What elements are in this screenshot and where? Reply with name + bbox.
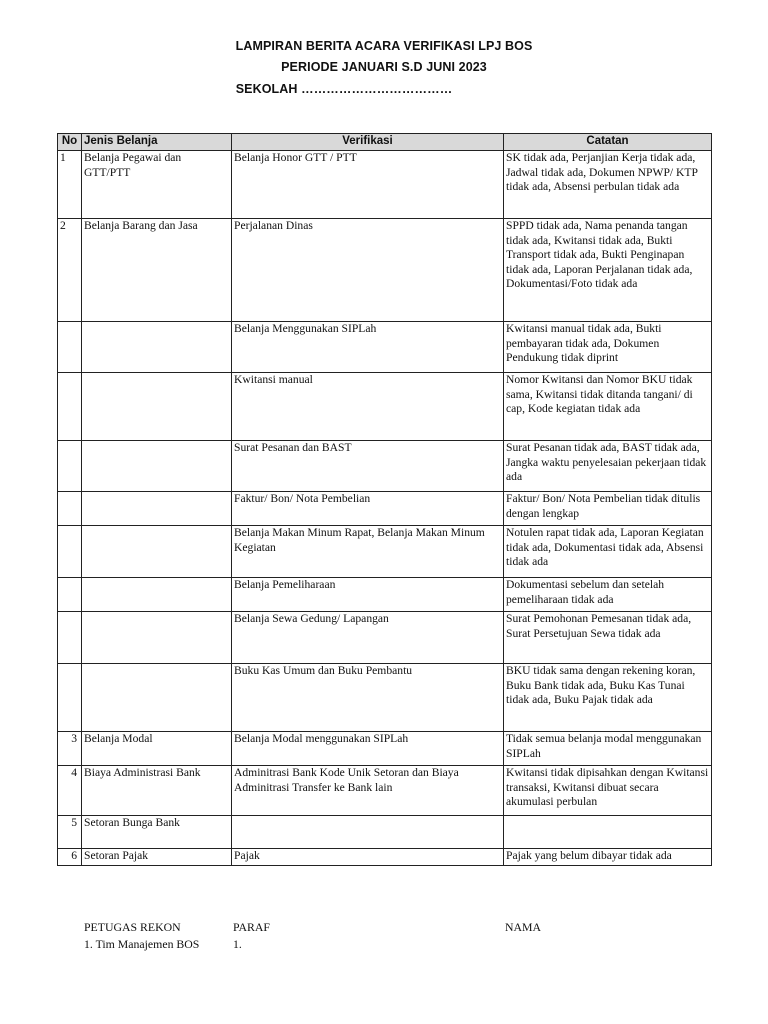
- cell-catatan: SK tidak ada, Perjanjian Kerja tidak ada, Jadwal tidak ada, Dokumen NPWP/ KTP tidak ada, Absensi perbulan tidak ada: [504, 151, 712, 219]
- table-row: [58, 373, 712, 441]
- table-row: [58, 492, 712, 526]
- verification-table: [57, 133, 712, 866]
- table-row: [58, 766, 712, 816]
- cell-jenis: [82, 492, 232, 526]
- footer-paraf-heading: PARAF: [233, 920, 270, 934]
- col-header-jenis: Jenis Belanja: [82, 134, 232, 151]
- cell-jenis: [82, 578, 232, 612]
- cell-verifikasi: Belanja Menggunakan SIPLah: [232, 322, 504, 373]
- cell-no: 1: [58, 151, 82, 219]
- table-row: [58, 526, 712, 578]
- cell-no: [58, 526, 82, 578]
- table-row: [58, 664, 712, 732]
- cell-jenis: [82, 373, 232, 441]
- cell-no: [58, 578, 82, 612]
- table-row: [58, 151, 712, 219]
- cell-jenis: Belanja Pegawai dan GTT/PTT: [82, 151, 232, 219]
- table-row: [58, 732, 712, 766]
- doc-title-line2: PERIODE JANUARI S.D JUNI 2023: [281, 60, 487, 74]
- col-header-no: No: [58, 134, 82, 151]
- cell-verifikasi: Buku Kas Umum dan Buku Pembantu: [232, 664, 504, 732]
- cell-jenis: Belanja Modal: [82, 732, 232, 766]
- cell-catatan: Kwitansi manual tidak ada, Bukti pembayaran tidak ada, Dokumen Pendukung tidak diprint: [504, 322, 712, 373]
- table-row: [58, 816, 712, 849]
- cell-no: 3: [58, 732, 82, 766]
- col-header-catatan: Catatan: [504, 134, 712, 151]
- cell-catatan: Faktur/ Bon/ Nota Pembelian tidak ditulis dengan lengkap: [504, 492, 712, 526]
- cell-verifikasi: Belanja Modal menggunakan SIPLah: [232, 732, 504, 766]
- cell-verifikasi: Pajak: [232, 849, 504, 866]
- cell-verifikasi: [232, 816, 504, 849]
- cell-catatan: BKU tidak sama dengan rekening koran, Buku Bank tidak ada, Buku Kas Tunai tidak ada, Buku Pajak tidak ada: [504, 664, 712, 732]
- cell-no: 4: [58, 766, 82, 816]
- cell-jenis: [82, 664, 232, 732]
- cell-no: [58, 492, 82, 526]
- cell-catatan: Surat Pesanan tidak ada, BAST tidak ada, Jangka waktu penyelesaian pekerjaan tidak ada: [504, 441, 712, 492]
- footer-paraf-item: 1.: [233, 937, 242, 951]
- cell-verifikasi: Perjalanan Dinas: [232, 219, 504, 322]
- footer-nama-heading: NAMA: [505, 920, 542, 934]
- cell-no: [58, 322, 82, 373]
- cell-verifikasi: Belanja Honor GTT / PTT: [232, 151, 504, 219]
- cell-no: [58, 373, 82, 441]
- cell-no: [58, 612, 82, 664]
- cell-jenis: [82, 526, 232, 578]
- cell-jenis: Setoran Pajak: [82, 849, 232, 866]
- footer-paraf: [233, 919, 270, 953]
- table-row: [58, 441, 712, 492]
- cell-no: [58, 441, 82, 492]
- cell-jenis: [82, 322, 232, 373]
- table-row: [58, 219, 712, 322]
- cell-catatan: Tidak semua belanja modal menggunakan SIPLah: [504, 732, 712, 766]
- cell-catatan: Dokumentasi sebelum dan setelah pemeliharaan tidak ada: [504, 578, 712, 612]
- footer-petugas-item: 1. Tim Manajemen BOS: [84, 937, 200, 951]
- col-header-verifikasi: Verifikasi: [232, 134, 504, 151]
- cell-jenis: [82, 441, 232, 492]
- cell-catatan: SPPD tidak ada, Nama penanda tangan tidak ada, Kwitansi tidak ada, Bukti Transport tidak ada, Bukti Penginapan tidak ada, Laporan Perjalanan tidak ada, Dokumentasi/Foto tidak ada: [504, 219, 712, 322]
- table-row: [58, 849, 712, 866]
- cell-verifikasi: Kwitansi manual: [232, 373, 504, 441]
- cell-no: 2: [58, 219, 82, 322]
- cell-jenis: [82, 612, 232, 664]
- cell-no: 5: [58, 816, 82, 849]
- doc-title-school: SEKOLAH ………………………………: [235, 82, 453, 96]
- cell-catatan: Surat Pemohonan Pemesanan tidak ada, Surat Persetujuan Sewa tidak ada: [504, 612, 712, 664]
- cell-verifikasi: Belanja Makan Minum Rapat, Belanja Makan Minum Kegiatan: [232, 526, 504, 578]
- doc-title-line1: LAMPIRAN BERITA ACARA VERIFIKASI LPJ BOS: [235, 39, 533, 53]
- cell-verifikasi: Faktur/ Bon/ Nota Pembelian: [232, 492, 504, 526]
- cell-verifikasi: Belanja Pemeliharaan: [232, 578, 504, 612]
- cell-no: [58, 664, 82, 732]
- footer-petugas: [84, 919, 199, 953]
- cell-verifikasi: Belanja Sewa Gedung/ Lapangan: [232, 612, 504, 664]
- cell-catatan: Nomor Kwitansi dan Nomor BKU tidak sama, Kwitansi tidak ditanda tangani/ di cap, Kode kegiatan tidak ada: [504, 373, 712, 441]
- cell-no: 6: [58, 849, 82, 866]
- table-row: [58, 612, 712, 664]
- footer-petugas-heading: PETUGAS REKON: [84, 920, 181, 934]
- table-row: [58, 322, 712, 373]
- cell-verifikasi: Surat Pesanan dan BAST: [232, 441, 504, 492]
- cell-verifikasi: Adminitrasi Bank Kode Unik Setoran dan Biaya Adminitrasi Transfer ke Bank lain: [232, 766, 504, 816]
- cell-jenis: Belanja Barang dan Jasa: [82, 219, 232, 322]
- cell-jenis: Biaya Administrasi Bank: [82, 766, 232, 816]
- cell-catatan: [504, 816, 712, 849]
- table-header-row: [58, 134, 712, 151]
- cell-jenis: Setoran Bunga Bank: [82, 816, 232, 849]
- cell-catatan: Pajak yang belum dibayar tidak ada: [504, 849, 712, 866]
- cell-catatan: Kwitansi tidak dipisahkan dengan Kwitansi transaksi, Kwitansi dibuat secara akumulasi perbulan: [504, 766, 712, 816]
- table-row: [58, 578, 712, 612]
- cell-catatan: Notulen rapat tidak ada, Laporan Kegiatan tidak ada, Dokumentasi tidak ada, Absensi tidak ada: [504, 526, 712, 578]
- footer-nama: [505, 919, 541, 936]
